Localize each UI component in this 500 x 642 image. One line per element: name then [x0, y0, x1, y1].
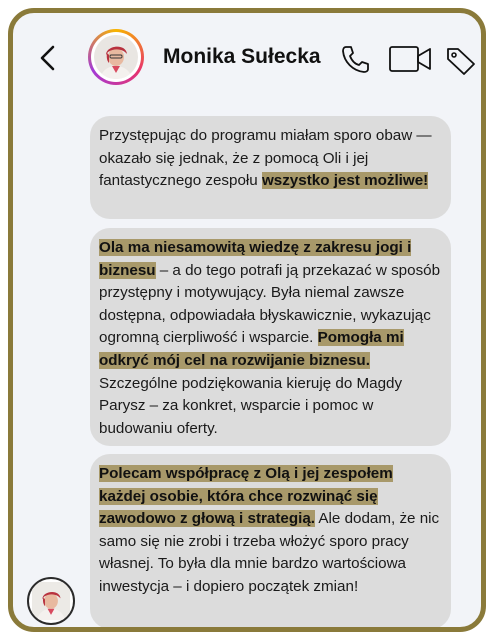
back-arrow-icon[interactable]	[35, 41, 61, 75]
message-highlight: wszystko jest możliwe!	[261, 172, 429, 190]
chat-header	[13, 13, 481, 103]
phone-icon[interactable]	[339, 43, 371, 75]
chat-window	[8, 8, 486, 632]
message-text: – a do tego potrafi ją przekazać w sposób przystępny i motywujący. Była niemal zawsze dostępna, odpowiadała błyskawicznie, wykazując ogromną cierpliwość i wsparcie.	[99, 261, 441, 347]
message-highlight: Pomogła mi odkryć mój cel na rozwijanie biznesu.	[99, 329, 404, 369]
message-highlight: Polecam współpracę z Olą i jej zespołem każdej osobie, która chce rozwinąć się zawodowo z głową i strategią.	[99, 465, 393, 528]
message-bubble	[90, 116, 451, 219]
video-camera-icon[interactable]	[388, 44, 432, 74]
message-text: Szczególne podziękowania kieruję do Magdy Parysz – za konkret, wsparcie i pomoc w budowaniu oferty.	[99, 374, 403, 437]
contact-name: Monika Sułecka	[163, 45, 321, 68]
message-text: Ale dodam, że nic samo się nie zrobi i trzeba włożyć sporo pracy własnej. To była dla mnie bardzo wartościowa inwestycja – i dopiero początek zmian!	[99, 510, 440, 595]
contact-avatar[interactable]	[88, 29, 144, 85]
message-text: Przystępując do programu miałam sporo obaw — okazało się jednak, że z pomocą Oli i jej fantastycznego zespołu	[99, 127, 432, 190]
message-bubble	[90, 454, 451, 629]
tag-icon[interactable]	[445, 45, 477, 77]
message-bubble	[90, 228, 451, 446]
message-highlight: Ola ma niesamowitą wiedzę z zakresu jogi i biznesu	[99, 239, 412, 279]
avatar-photo	[94, 35, 138, 79]
sender-avatar[interactable]	[27, 577, 75, 625]
